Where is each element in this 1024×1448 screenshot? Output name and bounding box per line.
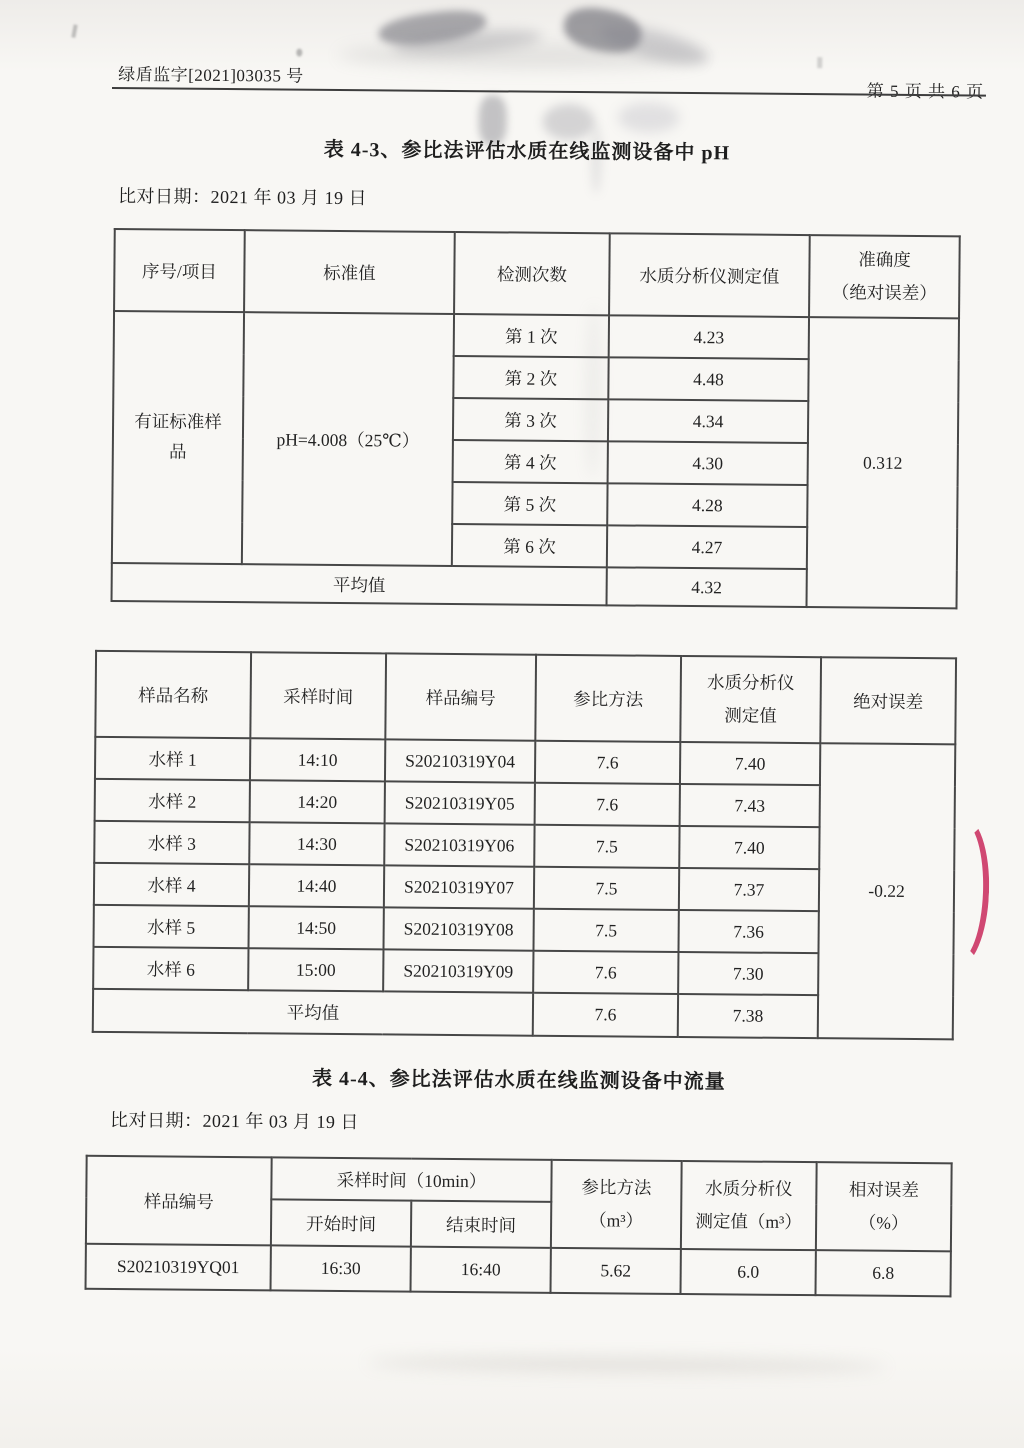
col-rel-error-header [816, 1162, 952, 1251]
flow-data-row [86, 1244, 951, 1297]
sample-code: S20210319Y09 [383, 949, 533, 992]
measured-value: 7.36 [678, 910, 818, 953]
sample-time: 15:00 [248, 948, 383, 991]
trial-label: 第 3 次 [453, 398, 608, 441]
trial-value: 4.34 [608, 399, 808, 443]
average-label: 平均值 [93, 989, 533, 1036]
accuracy-header-line1: 准确度 [858, 249, 911, 270]
sample-name: 有证标准样品 [134, 411, 222, 462]
ph-standard-sample-table [111, 228, 961, 609]
col-ref-header: 参比方法 [535, 655, 681, 742]
col-measured-header [680, 656, 821, 743]
trial-label: 第 4 次 [453, 440, 608, 483]
scan-shadow [367, 1354, 887, 1375]
measured-value: 7.43 [680, 784, 820, 827]
abs-error-cell: -0.22 [818, 743, 956, 1039]
col-code-header: 样品编号 [86, 1156, 272, 1246]
table-header-row-1 [86, 1156, 951, 1206]
col-measured-header [681, 1161, 817, 1250]
sample-code: S20210319Y05 [385, 781, 535, 824]
sample-time: 14:40 [249, 864, 384, 907]
ink-speck [296, 49, 302, 57]
table-header-row [114, 229, 960, 318]
trial-label: 第 2 次 [453, 356, 608, 399]
measured-header-text: 水质分析仪测定值 [707, 671, 795, 726]
ink-smudge [618, 102, 680, 133]
sample-name: 水样 6 [93, 947, 248, 990]
sample-code: S20210319Y08 [383, 907, 533, 950]
col-name-header: 样品名称 [95, 651, 251, 738]
water-sample-comparison-table [92, 650, 957, 1041]
page-indicator: 第 5 页 共 6 页 [866, 81, 985, 102]
accuracy-value-cell: 0.312 [806, 317, 959, 608]
col-times-header: 检测次数 [454, 232, 610, 315]
flow-sample-code: S20210319YQ01 [86, 1244, 271, 1291]
trial-value: 4.48 [608, 357, 808, 401]
ref-value: 7.5 [533, 909, 678, 952]
ink-smudge [338, 42, 703, 71]
ref-header-line1: 参比方法 [581, 1176, 652, 1198]
ink-smudge [377, 6, 488, 50]
sample-time: 14:30 [249, 822, 384, 865]
flow-comparison-table [85, 1155, 953, 1298]
measured-header-line1: 水质分析仪 [705, 1177, 793, 1199]
trial-label: 第 1 次 [454, 314, 609, 357]
measured-header-line2: 测定值（m³） [695, 1211, 802, 1233]
ref-value: 7.6 [535, 783, 680, 826]
trial-value: 4.23 [609, 315, 809, 359]
average-value: 4.32 [607, 567, 807, 607]
col-start-time-header: 开始时间 [271, 1199, 411, 1246]
col-item-header: 序号/项目 [114, 229, 245, 312]
sample-name: 水样 4 [94, 863, 249, 906]
table-header-row [95, 651, 956, 745]
table-4-4-title: 表 4-4、参比法评估水质在线监测设备中流量 [311, 1067, 726, 1094]
rel-error-header-line1: 相对误差 [848, 1179, 920, 1200]
sample-code: S20210319Y07 [384, 865, 534, 908]
flow-ref-value: 5.62 [551, 1248, 681, 1294]
flow-rel-error-value: 6.8 [816, 1250, 951, 1296]
sample-name: 水样 1 [95, 737, 250, 780]
ink-speck [817, 57, 822, 68]
header-rule [112, 87, 986, 97]
col-end-time-header: 结束时间 [411, 1201, 551, 1248]
ref-value: 7.6 [533, 951, 678, 994]
average-label: 平均值 [112, 563, 607, 605]
flow-start-time: 16:30 [271, 1245, 411, 1291]
standard-value-cell: pH=4.008（25℃） [242, 312, 454, 566]
sample-code: S20210319Y06 [384, 823, 534, 866]
ref-value: 7.5 [534, 825, 679, 868]
table-4-3-title: 表 4-3、参比法评估水质在线监测设备中 pH [323, 138, 731, 165]
average-ref-value: 7.6 [533, 993, 678, 1037]
col-code-header: 样品编号 [385, 653, 536, 740]
measured-value: 7.37 [679, 868, 819, 911]
comparison-date-2: 比对日期：2021 年 03 月 19 日 [109, 1109, 360, 1133]
flow-end-time: 16:40 [411, 1247, 551, 1293]
sample-row [95, 737, 955, 787]
sample-name-cell [112, 311, 244, 564]
ink-speck [71, 24, 77, 38]
col-sampling-time-header: 采样时间（10min） [271, 1157, 551, 1201]
flow-measured-value: 6.0 [681, 1249, 816, 1295]
sample-time: 14:20 [250, 780, 385, 823]
sample-time: 14:10 [250, 738, 385, 781]
col-time-header: 采样时间 [250, 652, 386, 739]
trial-value: 4.27 [607, 525, 807, 569]
col-measured-header: 水质分析仪测定值 [609, 233, 810, 317]
trial-value: 4.28 [607, 483, 807, 527]
col-standard-header: 标准值 [244, 230, 455, 314]
document-number: 绿盾监字[2021]03035 号 [118, 65, 304, 86]
sample-time: 14:50 [248, 906, 383, 949]
col-ref-header [551, 1160, 682, 1249]
ref-value: 7.6 [535, 741, 680, 784]
trial-row [114, 311, 959, 360]
ref-value: 7.5 [534, 867, 679, 910]
sample-name: 水样 3 [94, 821, 249, 864]
sample-name: 水样 5 [94, 905, 249, 948]
rel-error-header-line2: （%） [858, 1212, 909, 1233]
ink-smudge [597, 17, 712, 72]
trial-label: 第 5 次 [452, 482, 607, 525]
sample-name: 水样 2 [95, 779, 250, 822]
accuracy-header-line2: （绝对误差） [831, 282, 937, 304]
comparison-date-1: 比对日期：2021 年 03 月 19 日 [117, 186, 368, 209]
ink-smudge [392, 25, 543, 59]
sample-code: S20210319Y04 [385, 739, 535, 782]
col-accuracy-header [809, 235, 960, 318]
measured-value: 7.30 [678, 952, 818, 995]
trial-value: 4.30 [608, 441, 808, 485]
measured-value: 7.40 [680, 742, 820, 785]
trial-label: 第 6 次 [452, 524, 607, 567]
ink-smudge [560, 2, 644, 58]
ref-header-line2: （m³） [589, 1210, 644, 1231]
col-error-header: 绝对误差 [820, 657, 956, 744]
measured-value: 7.40 [679, 826, 819, 869]
average-measured-value: 7.38 [678, 994, 818, 1038]
